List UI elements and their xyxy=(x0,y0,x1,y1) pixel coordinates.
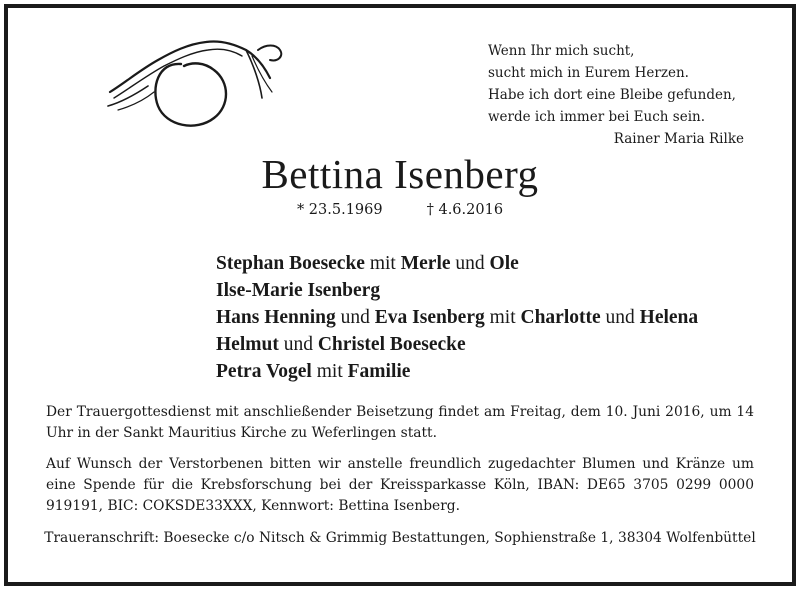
poem-line: werde ich immer bei Euch sein. xyxy=(488,109,705,125)
poem-author: Rainer Maria Rilke xyxy=(613,131,744,147)
mourner-name: Merle xyxy=(400,253,451,274)
life-dates xyxy=(0,202,800,218)
deceased-name: Bettina Isenberg xyxy=(261,151,539,197)
poem-line: Habe ich dort eine Bleibe gefunden, xyxy=(488,87,736,103)
mourner-row xyxy=(216,358,698,385)
mourner-name: Christel Boesecke xyxy=(317,334,466,355)
mourner-name: Helmut xyxy=(216,334,279,355)
mourner-name: Ilse-Marie Isenberg xyxy=(216,280,381,301)
mourner-name: Ole xyxy=(489,253,519,274)
mourner-connector: mit xyxy=(484,307,521,328)
mourner-name: Familie xyxy=(347,361,411,382)
mourner-connector: und xyxy=(450,253,490,274)
mourner-row xyxy=(216,277,698,304)
death-date: † 4.6.2016 xyxy=(426,202,504,218)
mourners-list xyxy=(216,250,698,385)
mourner-row xyxy=(216,331,698,358)
mourner-name: Stephan Boesecke xyxy=(216,253,365,274)
mourner-connector: und xyxy=(600,307,640,328)
poem-line: sucht mich in Eurem Herzen. xyxy=(488,65,689,81)
mourner-connector: und xyxy=(335,307,375,328)
mourner-name: Hans Henning xyxy=(216,307,336,328)
mourner-name: Helena xyxy=(639,307,699,328)
mourning-address: Traueranschrift: Boesecke c/o Nitsch & Grimmig Bestattungen, Sophienstraße 1, 38304 Wolfenbüttel xyxy=(44,530,756,546)
mourner-row xyxy=(216,250,698,277)
mourner-name: Charlotte xyxy=(520,307,601,328)
poem-line: Wenn Ihr mich sucht, xyxy=(488,43,635,59)
mourner-connector: mit xyxy=(364,253,401,274)
mourner-name: Petra Vogel xyxy=(216,361,312,382)
mourner-name: Eva Isenberg xyxy=(374,307,485,328)
funeral-service-text: Der Trauergottesdienst mit anschließender Beisetzung findet am Freitag, dem 10. Juni 2016, um 14 Uhr in der Sankt Mauritius Kirche zu Weferlingen statt. xyxy=(46,404,754,441)
mourner-row xyxy=(216,304,698,331)
birth-date: * 23.5.1969 xyxy=(296,202,383,218)
mourner-connector: und xyxy=(278,334,318,355)
rilke-poem xyxy=(488,40,750,150)
figure-on-ball-logo xyxy=(96,26,296,136)
mourner-connector: mit xyxy=(311,361,348,382)
donation-request-text: Auf Wunsch der Verstorbenen bitten wir anstelle freundlich zugedachter Blumen und Kränze um eine Spende für die Krebsforschung bei der Kreissparkasse Köln, IBAN: DE65 3705 0299 0000 919191, BIC: COKSDE33XXX, Kennwort: Bettina Isenberg. xyxy=(46,456,754,514)
